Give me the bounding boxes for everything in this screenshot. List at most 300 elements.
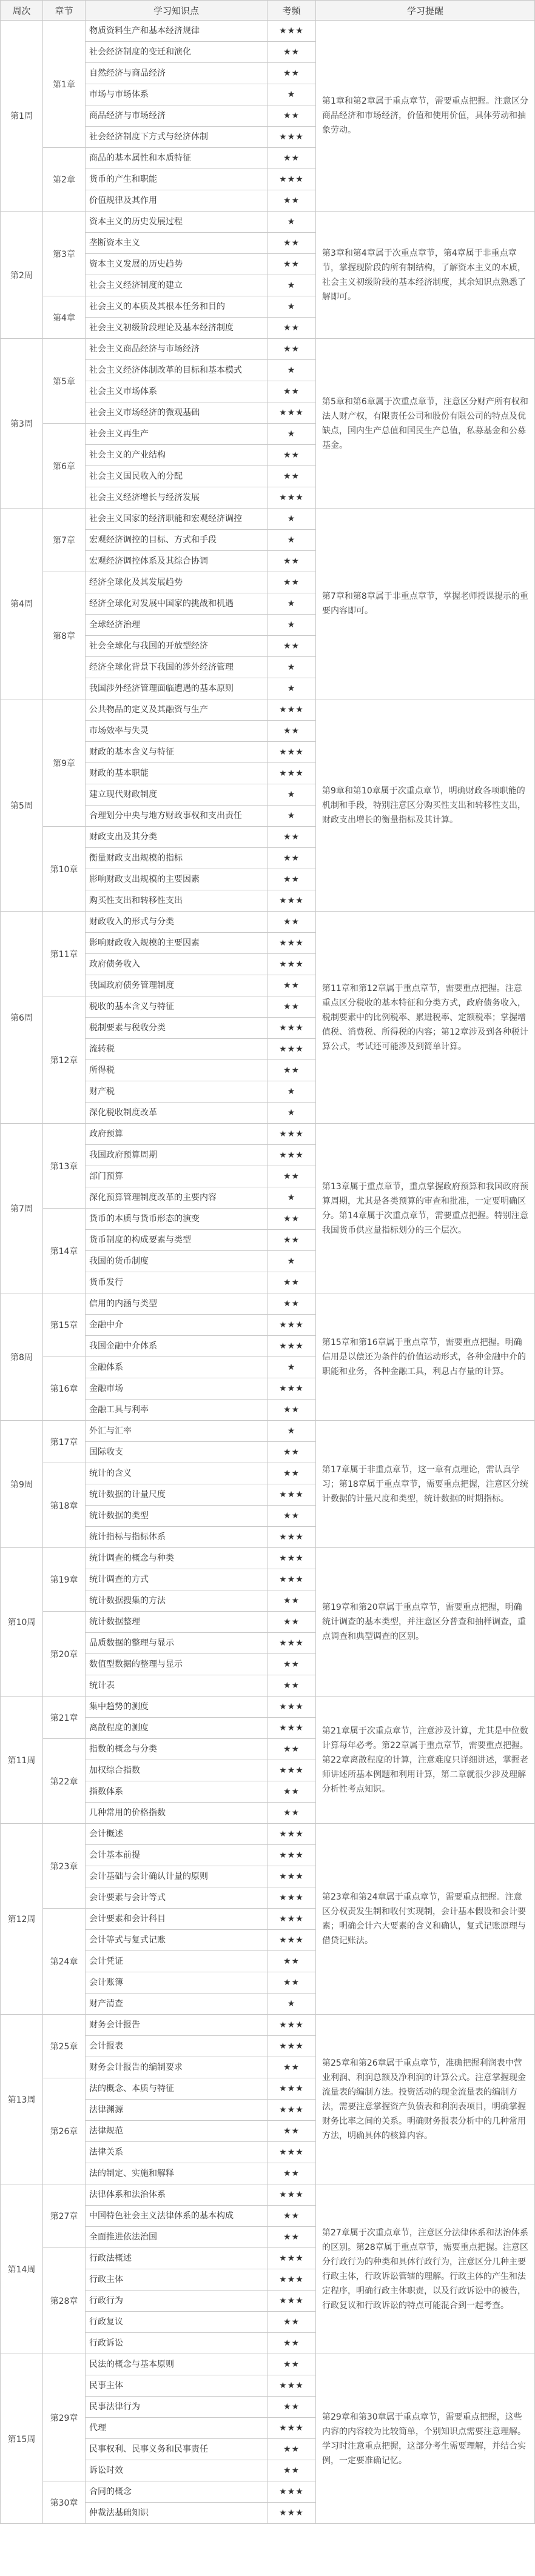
table-row (1, 912, 535, 933)
table-row (1, 339, 535, 360)
frequency-stars: ★★ (268, 912, 316, 933)
chapter-cell: 第16章 (43, 1357, 86, 1421)
frequency-stars: ★★ (268, 1803, 316, 1824)
chapter-cell: 第4章 (43, 296, 86, 339)
chapter-cell: 第29章 (43, 2354, 86, 2481)
knowledge-point-cell: 会计概述 (86, 1824, 268, 1845)
knowledge-point-cell: 部门预算 (86, 1166, 268, 1187)
week-cell: 第7周 (1, 1124, 43, 1293)
frequency-stars: ★★ (268, 254, 316, 275)
frequency-stars: ★★★ (268, 2142, 316, 2163)
knowledge-point-cell: 法律关系 (86, 2142, 268, 2163)
study-tip-cell: 第9章和第10章属于次重点章节，明确财政各项职能的机制和手段，特别注意区分购买性支出和转移性支出，财政支出增长的衡量指标及其计算。 (316, 699, 535, 912)
frequency-stars: ★★ (268, 2163, 316, 2184)
frequency-stars: ★★★ (268, 2078, 316, 2100)
chapter-cell: 第1章 (43, 21, 86, 148)
knowledge-point-cell: 行政主体 (86, 2269, 268, 2291)
knowledge-point-cell: 价值规律及其作用 (86, 190, 268, 212)
knowledge-point-cell: 会计要素与会计等式 (86, 1887, 268, 1909)
chapter-cell: 第30章 (43, 2481, 86, 2524)
knowledge-point-cell: 统计数据的类型 (86, 1506, 268, 1527)
frequency-stars: ★★ (268, 636, 316, 657)
chapter-cell: 第21章 (43, 1697, 86, 1739)
knowledge-point-cell: 全面推进依法治国 (86, 2227, 268, 2248)
table-row (1, 2354, 535, 2375)
header-chapter: 章节 (43, 1, 86, 21)
frequency-stars: ★★★ (268, 1336, 316, 1357)
knowledge-point-cell: 统计数据搜集的方法 (86, 1590, 268, 1612)
frequency-stars: ★★ (268, 1972, 316, 1994)
chapter-cell: 第8章 (43, 572, 86, 699)
knowledge-point-cell: 公共物品的定义及其融资与生产 (86, 699, 268, 721)
frequency-stars: ★★ (268, 148, 316, 169)
knowledge-point-cell: 统计数据整理 (86, 1612, 268, 1633)
knowledge-point-cell: 统计数据的计量尺度 (86, 1484, 268, 1506)
knowledge-point-cell: 影响财政支出规模的主要因素 (86, 869, 268, 890)
frequency-stars: ★★ (268, 2206, 316, 2227)
frequency-stars: ★ (268, 1187, 316, 1209)
chapter-cell: 第25章 (43, 2015, 86, 2078)
knowledge-point-cell: 合理划分中央与地方财政事权和支出责任 (86, 806, 268, 827)
knowledge-point-cell: 中国特色社会主义法律体系的基本构成 (86, 2206, 268, 2227)
knowledge-point-cell: 行政法概述 (86, 2248, 268, 2269)
frequency-stars: ★★ (268, 2121, 316, 2142)
knowledge-point-cell: 税制要素与税收分类 (86, 1018, 268, 1039)
knowledge-point-cell: 会计基础与会计确认计量的原则 (86, 1866, 268, 1887)
table-row (1, 1124, 535, 1145)
knowledge-point-cell: 社会主义市场体系 (86, 381, 268, 402)
knowledge-point-cell: 资本主义的历史发展过程 (86, 212, 268, 233)
knowledge-point-cell: 货币发行 (86, 1272, 268, 1293)
knowledge-point-cell: 统计指标与指标体系 (86, 1527, 268, 1548)
frequency-stars: ★★ (268, 1230, 316, 1251)
week-cell: 第12周 (1, 1824, 43, 2015)
study-tip-cell: 第21章属于次重点章节，注意涉及计算，尤其是中位数计算每年必考。第22章属于重点章节，需要重点把握。第22章离散程度的计算，注意难度只详细讲述，掌握老师讲述所基本例题和利用计算，第二章就很少涉及理解分析性考点知识。 (316, 1697, 535, 1824)
chapter-cell: 第19章 (43, 1548, 86, 1612)
knowledge-point-cell: 合同的概念 (86, 2481, 268, 2503)
knowledge-point-cell: 几种常用的价格指数 (86, 1803, 268, 1824)
knowledge-point-cell: 仲裁法基础知识 (86, 2503, 268, 2524)
frequency-stars: ★ (268, 657, 316, 678)
knowledge-point-cell: 经济全球化背景下我国的涉外经济管理 (86, 657, 268, 678)
frequency-stars: ★★ (268, 996, 316, 1018)
knowledge-point-cell: 法的概念、本质与特征 (86, 2078, 268, 2100)
frequency-stars: ★★★ (268, 1378, 316, 1400)
knowledge-point-cell: 政府预算 (86, 1124, 268, 1145)
table-row (1, 509, 535, 530)
chapter-cell: 第23章 (43, 1824, 86, 1909)
table-row (1, 1293, 535, 1315)
chapter-cell: 第7章 (43, 509, 86, 572)
knowledge-point-cell: 统计表 (86, 1675, 268, 1697)
knowledge-point-cell: 国际收支 (86, 1442, 268, 1463)
frequency-stars: ★★ (268, 339, 316, 360)
knowledge-point-cell: 垄断资本主义 (86, 233, 268, 254)
week-cell: 第13周 (1, 2015, 43, 2184)
frequency-stars: ★★★ (268, 402, 316, 424)
chapter-cell: 第27章 (43, 2184, 86, 2248)
knowledge-point-cell: 财务会计报告的编制要求 (86, 2057, 268, 2078)
knowledge-point-cell: 集中趋势的测度 (86, 1697, 268, 1718)
frequency-stars: ★★ (268, 2227, 316, 2248)
knowledge-point-cell: 政府债务收入 (86, 954, 268, 975)
chapter-cell: 第15章 (43, 1293, 86, 1357)
frequency-stars: ★★★ (268, 1484, 316, 1506)
frequency-stars: ★★★ (268, 1018, 316, 1039)
knowledge-point-cell: 自然经济与商品经济 (86, 63, 268, 84)
study-tip-cell: 第15章和第16章属于重点章节，需要重点把握。明确信用是以偿还为条件的价值运动形式，各种金融中介的职能和业务，各种金融工具，利息占存量的计算。 (316, 1293, 535, 1421)
study-tip-cell: 第27章属于次重点章节，注意区分法律体系和法治体系的区别。第28章属于重点章节，需要重点把握。注意区分行政行为的种类和具体行政行为，注意区分几种主要行政主体，行政诉讼管辖的理解。行政主体的产生和法定程序，明确行政主体职责，以及行政诉讼中的被告，行政复议和行政诉讼的特点可能混合到一起考查。 (316, 2184, 535, 2354)
frequency-stars: ★★ (268, 1060, 316, 1081)
frequency-stars: ★★★ (268, 763, 316, 784)
knowledge-point-cell: 社会主义经济体制改革的目标和基本模式 (86, 360, 268, 381)
frequency-stars: ★★★ (268, 699, 316, 721)
knowledge-point-cell: 法律体系和法治体系 (86, 2184, 268, 2206)
frequency-stars: ★★★ (268, 1548, 316, 1569)
knowledge-point-cell: 民事主体 (86, 2375, 268, 2397)
knowledge-point-cell: 货币的本质与货币形态的演变 (86, 1209, 268, 1230)
knowledge-point-cell: 会计账簿 (86, 1972, 268, 1994)
frequency-stars: ★★ (268, 572, 316, 593)
frequency-stars: ★★★ (268, 1887, 316, 1909)
week-cell: 第9周 (1, 1421, 43, 1548)
knowledge-point-cell: 社会主义市场经济的微观基础 (86, 402, 268, 424)
knowledge-point-cell: 我国的货币制度 (86, 1251, 268, 1272)
knowledge-point-cell: 品质数据的整理与显示 (86, 1633, 268, 1654)
knowledge-point-cell: 我国政府债务管理制度 (86, 975, 268, 996)
knowledge-point-cell: 财政的基本职能 (86, 763, 268, 784)
knowledge-point-cell: 所得税 (86, 1060, 268, 1081)
frequency-stars: ★★ (268, 869, 316, 890)
study-tip-cell: 第3章和第4章属于次重点章节，第4章属于非重点章节，掌握现阶段的所有制结构，了解资本主义的本质，社会主义初级阶段的基本经济制度，其余知识点熟悉了解即可。 (316, 212, 535, 339)
knowledge-point-cell: 货币制度的构成要素与类型 (86, 1230, 268, 1251)
chapter-cell: 第14章 (43, 1209, 86, 1293)
week-cell: 第10周 (1, 1548, 43, 1697)
chapter-cell: 第3章 (43, 212, 86, 296)
knowledge-point-cell: 统计调查的方式 (86, 1569, 268, 1590)
knowledge-point-cell: 社会主义商品经济与市场经济 (86, 339, 268, 360)
frequency-stars: ★ (268, 784, 316, 806)
frequency-stars: ★ (268, 1994, 316, 2015)
frequency-stars: ★★★ (268, 742, 316, 763)
frequency-stars: ★★ (268, 2439, 316, 2460)
knowledge-point-cell: 我国政府预算周期 (86, 1145, 268, 1166)
frequency-stars: ★ (268, 424, 316, 445)
knowledge-point-cell: 我国金融中介体系 (86, 1336, 268, 1357)
knowledge-point-cell: 诉讼时效 (86, 2460, 268, 2481)
knowledge-point-cell: 社会全球化与我国的开放型经济 (86, 636, 268, 657)
frequency-stars: ★ (268, 615, 316, 636)
study-tip-cell: 第13章属于重点章节，重点掌握政府预算和我国政府预算周期，尤其是各类预算的审查和批准，一定要明确区分。第14章属于次重点章节，需要重点把握。特别注意我国货币供应量指标划分的三个层次。 (316, 1124, 535, 1293)
knowledge-point-cell: 数值型数据的整理与显示 (86, 1654, 268, 1675)
frequency-stars: ★★ (268, 827, 316, 848)
frequency-stars: ★★★ (268, 2248, 316, 2269)
week-cell: 第6周 (1, 912, 43, 1124)
frequency-stars: ★★ (268, 1675, 316, 1697)
study-tip-cell: 第1章和第2章属于重点章节，需要重点把握。注意区分商品经济和市场经济，价值和使用价值，具体劳动和抽象劳动。 (316, 21, 535, 212)
knowledge-point-cell: 财产清查 (86, 1994, 268, 2015)
study-tip-cell: 第25章和第26章属于重点章节，准确把握利润表中营业利润、利润总额及净利润的计算公式。注意掌握现金流量表的编制方法。投资活动的现金流量表的编制方法，需要注意掌握资产负债表和利润表项目，明确掌握财务比率之间的关系。明确财务报表分析中的几种常用方法，明确具体的核算内容。 (316, 2015, 535, 2184)
frequency-stars: ★★ (268, 1293, 316, 1315)
frequency-stars: ★ (268, 1357, 316, 1378)
frequency-stars: ★★★ (268, 1824, 316, 1845)
frequency-stars: ★ (268, 593, 316, 615)
header-knowledge-point: 学习知识点 (86, 1, 268, 21)
knowledge-point-cell: 社会主义国民收入的分配 (86, 466, 268, 487)
study-tip-cell: 第7章和第8章属于非重点章节，掌握老师授课提示的重要内容即可。 (316, 509, 535, 699)
frequency-stars: ★★ (268, 318, 316, 339)
knowledge-point-cell: 社会主义经济增长与经济发展 (86, 487, 268, 509)
frequency-stars: ★★ (268, 381, 316, 402)
chapter-cell: 第26章 (43, 2078, 86, 2184)
frequency-stars: ★★ (268, 1951, 316, 1972)
knowledge-point-cell: 社会经济制度下方式与经济体制 (86, 127, 268, 148)
knowledge-point-cell: 离散程度的测度 (86, 1718, 268, 1739)
knowledge-point-cell: 宏观经济调控的目标、方式和手段 (86, 530, 268, 551)
frequency-stars: ★★★ (268, 2291, 316, 2312)
knowledge-point-cell: 资本主义发展的历史趋势 (86, 254, 268, 275)
knowledge-point-cell: 财政的基本含义与特征 (86, 742, 268, 763)
knowledge-point-cell: 金融中介 (86, 1315, 268, 1336)
frequency-stars: ★★★ (268, 2015, 316, 2036)
table-row (1, 212, 535, 233)
knowledge-point-cell: 会计要素和会计科目 (86, 1909, 268, 1930)
table-row (1, 1548, 535, 1569)
knowledge-point-cell: 建立现代财政制度 (86, 784, 268, 806)
knowledge-point-cell: 金融工具与利率 (86, 1400, 268, 1421)
frequency-stars: ★★★ (268, 933, 316, 954)
frequency-stars: ★★★ (268, 1909, 316, 1930)
frequency-stars: ★ (268, 275, 316, 296)
knowledge-point-cell: 民事权利、民事义务和民事责任 (86, 2439, 268, 2460)
frequency-stars: ★ (268, 1251, 316, 1272)
week-cell: 第4周 (1, 509, 43, 699)
frequency-stars: ★ (268, 212, 316, 233)
table-row (1, 1824, 535, 1845)
frequency-stars: ★ (268, 360, 316, 381)
knowledge-point-cell: 税收的基本含义与特征 (86, 996, 268, 1018)
frequency-stars: ★★★ (268, 1718, 316, 1739)
knowledge-point-cell: 金融体系 (86, 1357, 268, 1378)
knowledge-point-cell: 货币的产生和职能 (86, 169, 268, 190)
knowledge-point-cell: 社会主义再生产 (86, 424, 268, 445)
frequency-stars: ★★★ (268, 954, 316, 975)
table-row (1, 1697, 535, 1718)
study-tip-cell: 第5章和第6章属于次重点章节，注意区分财产所有权和法人财产权，有限责任公司和股份有限公司的特点及优缺点，国内生产总值和国民生产总值，私募基金和公募基金。 (316, 339, 535, 509)
knowledge-point-cell: 财产税 (86, 1081, 268, 1103)
frequency-stars: ★★ (268, 190, 316, 212)
knowledge-point-cell: 会计报表 (86, 2036, 268, 2057)
frequency-stars: ★★ (268, 2312, 316, 2333)
knowledge-point-cell: 行政行为 (86, 2291, 268, 2312)
frequency-stars: ★★★ (268, 127, 316, 148)
knowledge-point-cell: 民法的概念与基本原则 (86, 2354, 268, 2375)
chapter-cell: 第12章 (43, 996, 86, 1124)
table-row (1, 2184, 535, 2206)
knowledge-point-cell: 法的制定、实施和解释 (86, 2163, 268, 2184)
knowledge-point-cell: 宏观经济调控体系及其综合协调 (86, 551, 268, 572)
knowledge-point-cell: 商品的基本属性和本质特征 (86, 148, 268, 169)
frequency-stars: ★★ (268, 2354, 316, 2375)
frequency-stars: ★★ (268, 1166, 316, 1187)
frequency-stars: ★★★ (268, 1039, 316, 1060)
frequency-stars: ★★★ (268, 169, 316, 190)
frequency-stars: ★★★ (268, 2100, 316, 2121)
knowledge-point-cell: 会计凭证 (86, 1951, 268, 1972)
knowledge-point-cell: 社会主义的本质及其根本任务和目的 (86, 296, 268, 318)
knowledge-point-cell: 加权综合指数 (86, 1760, 268, 1781)
knowledge-point-cell: 社会主义国家的经济职能和宏观经济调控 (86, 509, 268, 530)
frequency-stars: ★★★ (268, 1145, 316, 1166)
knowledge-point-cell: 指数的概念与分类 (86, 1739, 268, 1760)
frequency-stars: ★★★ (268, 487, 316, 509)
knowledge-point-cell: 物质资料生产和基本经济规律 (86, 21, 268, 42)
header-week: 周次 (1, 1, 43, 21)
knowledge-point-cell: 法律渊源 (86, 2100, 268, 2121)
frequency-stars: ★ (268, 1421, 316, 1442)
knowledge-point-cell: 深化预算管理制度改革的主要内容 (86, 1187, 268, 1209)
frequency-stars: ★★ (268, 848, 316, 869)
chapter-cell: 第5章 (43, 339, 86, 424)
knowledge-point-cell: 社会经济制度的变迁和演化 (86, 42, 268, 63)
frequency-stars: ★★ (268, 1272, 316, 1293)
frequency-stars: ★★★ (268, 1866, 316, 1887)
chapter-cell: 第10章 (43, 827, 86, 912)
knowledge-point-cell: 外汇与汇率 (86, 1421, 268, 1442)
frequency-stars: ★ (268, 678, 316, 699)
chapter-cell: 第24章 (43, 1909, 86, 2015)
knowledge-point-cell: 流转税 (86, 1039, 268, 1060)
frequency-stars: ★★★ (268, 1930, 316, 1951)
frequency-stars: ★ (268, 296, 316, 318)
study-tip-cell: 第19章和第20章属于重点章节，需要重点把握，明确统计调查的基本类型，并注意区分普查和抽样调查，重点调查和典型调查的区别。 (316, 1548, 535, 1697)
frequency-stars: ★★★ (268, 1697, 316, 1718)
frequency-stars: ★★ (268, 1781, 316, 1803)
frequency-stars: ★ (268, 509, 316, 530)
frequency-stars: ★★★ (268, 2184, 316, 2206)
frequency-stars: ★★★ (268, 21, 316, 42)
chapter-cell: 第2章 (43, 148, 86, 212)
week-cell: 第3周 (1, 339, 43, 509)
frequency-stars: ★ (268, 1103, 316, 1124)
table-row (1, 21, 535, 42)
chapter-cell: 第11章 (43, 912, 86, 996)
frequency-stars: ★★★ (268, 1845, 316, 1866)
week-cell: 第8周 (1, 1293, 43, 1421)
knowledge-point-cell: 市场与市场体系 (86, 84, 268, 105)
knowledge-point-cell: 经济全球化及其发展趋势 (86, 572, 268, 593)
knowledge-point-cell: 衡量财政支出规模的指标 (86, 848, 268, 869)
table-row (1, 2015, 535, 2036)
knowledge-point-cell: 深化税收制度改革 (86, 1103, 268, 1124)
chapter-cell: 第17章 (43, 1421, 86, 1463)
week-cell: 第14周 (1, 2184, 43, 2354)
frequency-stars: ★★ (268, 721, 316, 742)
frequency-stars: ★★★ (268, 1760, 316, 1781)
knowledge-point-cell: 购买性支出和转移性支出 (86, 890, 268, 912)
table-row (1, 699, 535, 721)
frequency-stars: ★★ (268, 975, 316, 996)
knowledge-point-cell: 我国涉外经济管理面临遭遇的基本原则 (86, 678, 268, 699)
frequency-stars: ★★★ (268, 1315, 316, 1336)
header-row (1, 1, 535, 21)
frequency-stars: ★★★ (268, 890, 316, 912)
frequency-stars: ★★ (268, 1612, 316, 1633)
week-cell: 第15周 (1, 2354, 43, 2524)
header-study-tip: 学习提醒 (316, 1, 535, 21)
frequency-stars: ★★★ (268, 2036, 316, 2057)
frequency-stars: ★★ (268, 1400, 316, 1421)
knowledge-point-cell: 经济全球化对发展中国家的挑战和机遇 (86, 593, 268, 615)
week-cell: 第2周 (1, 212, 43, 339)
table-row (1, 1421, 535, 1442)
study-tip-cell: 第17章属于非重点章节，这一章有点理论，需认真学习；第18章属于重点章节，需要重点把握，注意区分统计数据的计量尺度和类型，统计数据的时期指标。 (316, 1421, 535, 1548)
frequency-stars: ★★ (268, 466, 316, 487)
chapter-cell: 第22章 (43, 1739, 86, 1824)
frequency-stars: ★★ (268, 1654, 316, 1675)
week-cell: 第1周 (1, 21, 43, 212)
knowledge-point-cell: 财务会计报告 (86, 2015, 268, 2036)
study-tip-cell: 第23章和第24章属于重点章节，需要重点把握。注意区分权责发生制和收付实现制，会计基本假设和会计要素；明确会计六大要素的含义和确认，复式记账原理与借贷记账法。 (316, 1824, 535, 2015)
knowledge-point-cell: 会计基本前提 (86, 1845, 268, 1866)
study-tip-cell: 第29章和第30章属于重点章节，需要重点把握，这些内容的内容较为比较简单，个别知识点需要注意理解。学习时注意重点把握，这部分考生需要理解，并结合实例，一定要准确记忆。 (316, 2354, 535, 2524)
chapter-cell: 第6章 (43, 424, 86, 509)
knowledge-point-cell: 影响财政收入规模的主要因素 (86, 933, 268, 954)
knowledge-point-cell: 指数体系 (86, 1781, 268, 1803)
frequency-stars: ★★ (268, 1442, 316, 1463)
frequency-stars: ★★★ (268, 2269, 316, 2291)
frequency-stars: ★★ (268, 1463, 316, 1484)
knowledge-point-cell: 信用的内涵与类型 (86, 1293, 268, 1315)
frequency-stars: ★★★ (268, 1569, 316, 1590)
frequency-stars: ★★ (268, 2057, 316, 2078)
knowledge-point-cell: 行政复议 (86, 2312, 268, 2333)
frequency-stars: ★★ (268, 2333, 316, 2354)
knowledge-point-cell: 财政收入的形式与分类 (86, 912, 268, 933)
chapter-cell: 第28章 (43, 2248, 86, 2354)
frequency-stars: ★★ (268, 105, 316, 127)
chapter-cell: 第20章 (43, 1612, 86, 1697)
frequency-stars: ★★★ (268, 2503, 316, 2524)
frequency-stars: ★★ (268, 1739, 316, 1760)
knowledge-point-cell: 统计的含义 (86, 1463, 268, 1484)
frequency-stars: ★★ (268, 2397, 316, 2418)
knowledge-point-cell: 财政支出及其分类 (86, 827, 268, 848)
knowledge-point-cell: 法律规范 (86, 2121, 268, 2142)
header-frequency: 考频 (268, 1, 316, 21)
knowledge-point-cell: 行政诉讼 (86, 2333, 268, 2354)
frequency-stars: ★★★ (268, 1527, 316, 1548)
frequency-stars: ★★★ (268, 2375, 316, 2397)
frequency-stars: ★★★ (268, 2418, 316, 2439)
knowledge-point-cell: 社会主义初级阶段理论及基本经济制度 (86, 318, 268, 339)
frequency-stars: ★★ (268, 63, 316, 84)
knowledge-point-cell: 代理 (86, 2418, 268, 2439)
frequency-stars: ★★ (268, 1209, 316, 1230)
chapter-cell: 第18章 (43, 1463, 86, 1548)
knowledge-point-cell: 金融市场 (86, 1378, 268, 1400)
week-cell: 第5周 (1, 699, 43, 912)
frequency-stars: ★★ (268, 445, 316, 466)
knowledge-point-cell: 社会主义的产业结构 (86, 445, 268, 466)
chapter-cell: 第9章 (43, 699, 86, 827)
frequency-stars: ★★ (268, 2460, 316, 2481)
frequency-stars: ★ (268, 84, 316, 105)
frequency-stars: ★★ (268, 1506, 316, 1527)
frequency-stars: ★★ (268, 233, 316, 254)
frequency-stars: ★ (268, 806, 316, 827)
frequency-stars: ★★★ (268, 2481, 316, 2503)
